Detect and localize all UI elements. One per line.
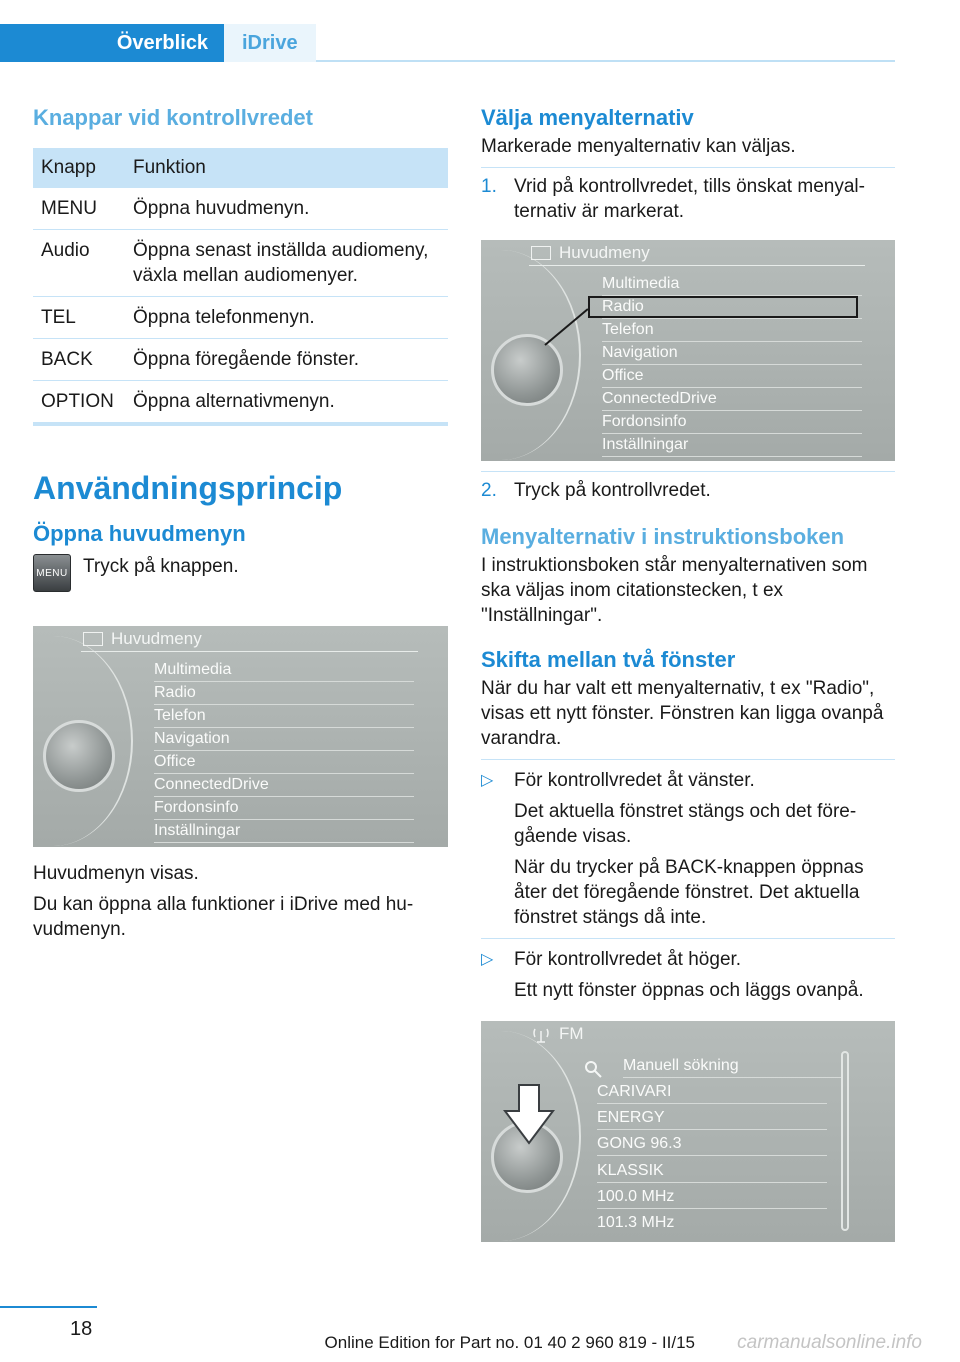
step-text: Vrid på kontrollvredet, tills önskat menyalternativ är markerat. [514,176,865,222]
menu-item: Telefon [602,319,862,342]
bullet-paragraph: Ett nytt fönster öppnas och läggs ovanpå. [514,980,864,1001]
menu-button-icon: MENU [33,554,71,592]
separator [481,759,895,760]
bullet-list [481,768,895,930]
menu-item: Navigation [154,728,414,751]
tab-idrive[interactable]: iDrive [224,24,316,62]
step-item [481,478,895,503]
bullet-item [481,768,895,930]
table-cell: MENU [33,188,125,230]
step-item [481,174,895,224]
menu-item: Office [154,751,414,774]
table-row [33,188,448,230]
menu-item: Telefon [154,705,414,728]
watermark: carmanualsonline.info [737,1332,922,1353]
menu-item: Navigation [602,342,862,365]
menu-item: KLASSIK [597,1160,827,1183]
menu-item: Inställningar [154,820,414,843]
section-title: Användningsprincip [33,470,343,506]
bullet-list [481,947,895,1003]
table-row [33,381,448,425]
bullet-text: För kontrollvredet åt vänster. [514,770,755,791]
menu-item: ENERGY [597,1107,827,1130]
step-number: 2. [481,480,497,501]
controller-knob-icon [43,720,115,792]
select-heading: Välja menyalternativ [481,105,694,130]
edition-text: Online Edition for Part no. 01 40 2 960 819 - II/15 [324,1333,695,1352]
switch-text: När du har valt ett menyalternativ, t ex "Radio", visas ett nytt fönster. Fönstren kan ligga ovanpå varandra. [481,678,884,749]
scrollbar [841,1051,849,1231]
menu-button-row [33,554,448,602]
menu-list-icon [531,246,551,260]
menu-item: 101.3 MHz [597,1214,675,1231]
right-column [481,100,895,1242]
manual-heading: Menyalternativ i instruktionsboken [481,524,845,549]
bullet-text: För kontrollvredet åt höger. [514,949,742,970]
menu-item: Radio [154,682,414,705]
table-cell: Öppna telefonmenyn. [125,297,448,339]
steps-list-1 [481,174,895,224]
table-header-row [33,148,448,188]
bullet-paragraph: När du trycker på BACK-knappen öppnas åter det föregående fönstret. Det aktuella fönstret stängs då inte. [514,857,864,928]
radio-icon [531,1027,551,1041]
selection-highlight [588,296,858,318]
table-cell: OPTION [33,381,125,425]
menu-item: GONG 96.3 [597,1133,827,1156]
menu-item: Radio [602,296,862,319]
main-menu-screen [33,626,448,847]
menu-item: CARIVARI [597,1081,827,1104]
table-header-cell: Funktion [125,148,448,188]
table-cell: Öppna föregående fönster. [125,339,448,381]
menu-item: Inställningar [602,434,862,457]
sub-title-open-menu: Öppna huvudmenyn [33,521,246,546]
separator [481,938,895,939]
table-row [33,339,448,381]
screen-title: Huvudmeny [111,629,202,648]
steps-list-2 [481,478,895,503]
screen-title: FM [559,1024,584,1043]
menu-paragraph: Du kan öppna alla funktioner i iDrive med huvudmenyn. [33,894,414,940]
footer-line [0,1306,97,1308]
menu-list-icon [83,632,103,646]
manual-text: I instruktionsboken står menyalternativen som ska väljas inom citationstecken, t ex "Inställningar". [481,555,868,626]
table-cell: Öppna alternativmenyn. [125,381,448,425]
separator [481,167,895,168]
menu-item: Multimedia [602,273,862,296]
table-cell: Audio [33,230,125,297]
menu-item: ConnectedDrive [154,774,414,797]
switch-heading: Skifta mellan två fönster [481,647,736,672]
step-number: 1. [481,176,497,197]
table-heading: Knappar vid kontrollvredet [33,105,313,130]
table-cell: Öppna senast inställda audiomeny, växla mellan audiomenyer. [125,230,448,297]
triangle-bullet-icon: ▷ [481,951,494,968]
menu-item: Fordonsinfo [602,411,862,434]
press-text: Tryck på knappen. [83,556,239,577]
screen-title: Huvudmeny [559,243,650,262]
menu-item: ConnectedDrive [602,388,862,411]
select-menu-screen [481,240,895,461]
select-intro: Markerade menyalternativ kan väljas. [481,136,796,157]
search-icon [583,1059,603,1079]
menu-item: Fordonsinfo [154,797,414,820]
tab-overview[interactable]: Överblick [0,24,224,62]
header-tabs [0,24,895,62]
step-text: Tryck på kontrollvredet. [514,480,711,501]
menu-item: Office [602,365,862,388]
buttons-table [33,148,448,426]
separator [481,471,895,472]
table-cell: TEL [33,297,125,339]
bullet-paragraph: Det aktuella fönstret stängs och det föregående visas. [514,801,857,847]
table-header-cell: Knapp [33,148,125,188]
left-column [33,100,448,942]
page-number: 18 [70,1318,93,1340]
down-arrow-icon [503,1083,555,1145]
controller-knob-icon [491,334,563,406]
bullet-item [481,947,895,1003]
table-cell: Öppna huvudmenyn. [125,188,448,230]
menu-item: Manuell sökning [623,1055,843,1078]
table-cell: BACK [33,339,125,381]
triangle-bullet-icon: ▷ [481,772,494,789]
shown-text: Huvudmenyn visas. [33,863,199,884]
table-row [33,297,448,339]
fm-screen [481,1021,895,1242]
table-row [33,230,448,297]
menu-item: 100.0 MHz [597,1186,827,1209]
menu-item: Multimedia [154,659,414,682]
